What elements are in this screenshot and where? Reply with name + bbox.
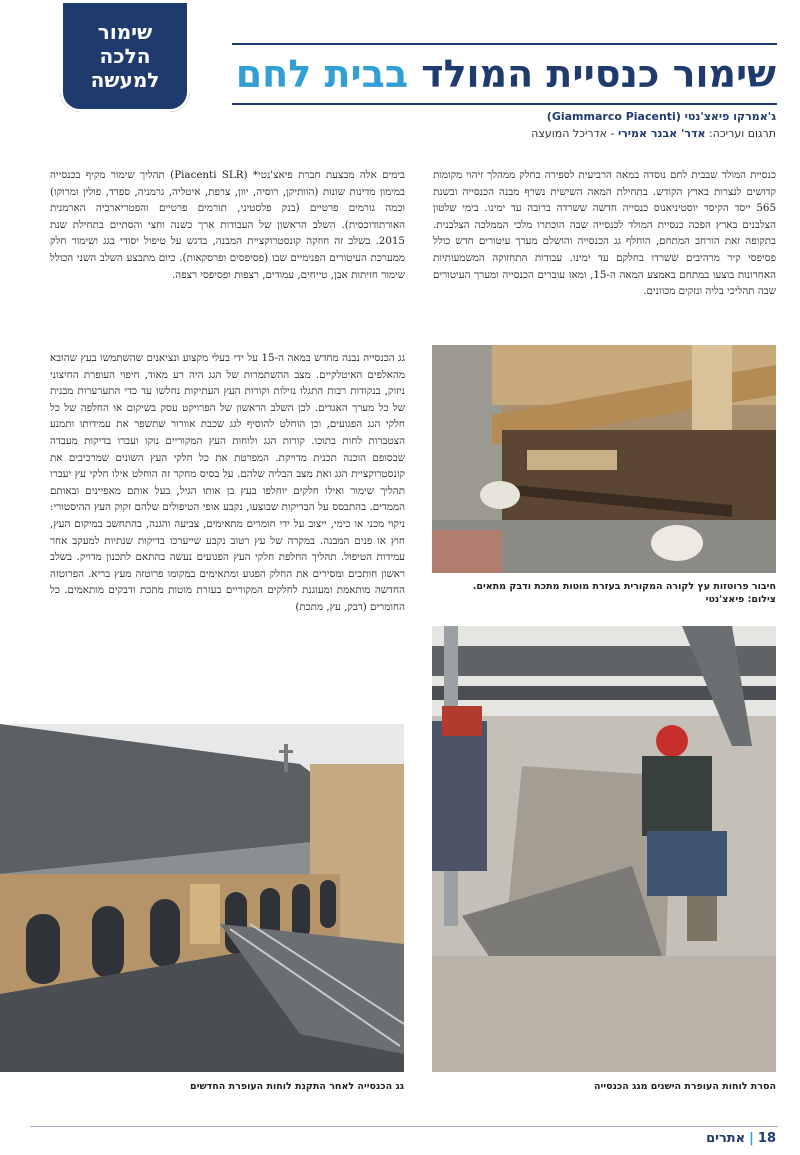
title-part-1: שימור כנסיית המולד — [408, 52, 776, 96]
caption-beam-repair-text: חיבור פרוטזות עץ לקורה המקורית בעזרת מוטות מתכת ודבק מתאים. — [472, 581, 776, 592]
paragraph-roof: גג הכנסייה נבנה מחדש במאה ה-15 על ידי בעלי מקצוע ונציאנים שהשתמשו בעץ שהובא מהאלפים האיטלקיים. מצב ההשתמרות של הגג היה רע מאוד, חיפוי העופרת החיצוני ניזוק, בנקודות רבות התגלו נזילות וקורות העץ העתיקות נחלשו עד כדי התערערות מבנית של כל מערך האגדים. לכן השלב הראשון של הפרויקט עסק בשיקום או החלפה של כל חלקי הגג הפגועים, וכן הוחלט להוסיף לגג שכבת אוורור שתשפר את עמידותו ותמנע הצטברות לחות בתוכו. קורות הגג ולוחות העץ המקוריים נוקו ועברו בדיקות מעבדה שבסופם הוכנה תכנית מדויקת. המפרטת את כל חלקי העץ השונים שמרכיבים את קונסטרוקציית הגג ואת מצב הבליה שלהם. על בסיס מחקר זה הוחלט אילו חלקי עץ יעברו תהליך שימור ואילו חלקים יוחלפו בעץ בן אותו הגיל, בעל אותם מאפיינים ובאותם הממדים. בהתבסס על הבדיקות שבוצעו, נקבע אופי הטיפולים שלהם זקוק העץ ההיסטורי: ניקוי מכני או כימי, ייצוב על ידי חומרים מתאימים, צביעה והגנה, בהתחשב במיקום העץ, חוץ או פנים המבנה. במקרה של עץ רטוב נקבע שייערכו בדיקות שנתיות למעקב אחר עמידות הטיפול. תהליך החלפת חלקי העץ הפגועים נעשה בהתאם לתכנון מדויק. בשלב ראשון חותכים ומסירים את החלק הפגוע ומתאימים במקומו פרוטזה מעץ בריא. הפרוטזה החדשה מותאמת ומעוגנת לחלקים המקוריים בעזרת מוטות מתכת ודבקים מותאמים. כל החומרים (דבק, עץ, מתכת) — [50, 352, 405, 613]
page-footer — [706, 1131, 776, 1146]
photo-beam-repair — [432, 345, 776, 573]
caption-beam-repair — [432, 580, 776, 606]
intro-column — [433, 167, 776, 337]
article-title — [231, 48, 776, 100]
lead-removal-image — [432, 626, 776, 1072]
caption-new-roof: גג הכנסייה לאחר התקנת לוחות העופרת החדשים — [190, 1081, 404, 1092]
badge-line-2: הלכה — [99, 44, 151, 68]
paragraph-project: בימים אלה מבצעת חברת פיאצ'נטי* (Piacenti SLR) תהליך שימור מקיף בכנסייה במימון מדינות שונות (הוותיקן, רוסיה, יוון, צרפת, איטליה, גרמניה, ספרד, פולין ומרוקו) וכמה גורמים פרטיים (בנק פלסטיני, תורמים פרטיים והפטריארכיה הארמנית האורתודוכסית). השלב הראשון של העבודות ארך כשנה וחצי והסתיים בתחילת שנת 2015. בשלב זה חוזקה קונסטרוקציית המבנה, בדגש על טיפול יסודי בגג ושימור חלק ממערכת העיטורים הפנימיים שבו (פסיפסים ופרסקאות). כיום מתבצע השלב השני הכולל שימור חזיתות אבן, טייחים, עמודים, רצפות ופסיפסי רצפה. — [50, 169, 405, 281]
photo-lead-removal — [432, 626, 776, 1072]
caption-lead-removal: הסרת לוחות העופרת הישנים מגג הכנסייה — [594, 1081, 776, 1092]
beam-repair-image — [432, 345, 776, 573]
caption-photo-credit: צילום: פיאצ'נטי — [705, 594, 776, 605]
translation-credit — [176, 126, 776, 142]
left-column-bottom — [50, 350, 405, 700]
title-rule-top — [232, 43, 777, 45]
badge-line-1: שימור — [97, 20, 153, 44]
translation-prefix: תרגום ועריכה: — [705, 127, 776, 140]
section-badge — [60, 0, 190, 112]
paragraph-intro: כנסיית המולד שבבית לחם נוסדה במאה הרביעית לספירה כחלק ממהלך זיהוי מקומות קדושים לנצרות בארץ הקודש. בתחילת המאה השישית נשרף מבנה הכנסייה ובשנת 565 ייסד הקיסר יוסטיניאנוס כנסייה חדשה ששרדה ברובה עד ימינו. בימי שלטון הצלבנים בארץ הפכה כנסיית המולד לכנסייה שבה הוכתרו מלכי הממלכה הצלבנית. בתקופה זאת הורחב המתחם, הוחלף גג הכנסייה והושלם מערך עיטורים חדש כולל פסיפסי קיר מרהיבים ששרדו בחלקם עד ימינו. עבודות התחזוקה המשמעותיות האחרונות בוצעו במתחם באמצע המאה ה-15, ומאז עוברים הכנסייה ומערך העיטורים שבה תהליכי בליה ונזקים מכוונים. — [433, 169, 776, 298]
left-column-top — [50, 167, 405, 344]
translation-suffix: - אדריכל המועצה — [531, 127, 618, 140]
footer-separator: | — [749, 1131, 754, 1146]
badge-line-3: למעשה — [90, 68, 160, 92]
new-roof-image — [0, 724, 404, 1072]
footer-rule — [30, 1126, 778, 1127]
page-number: 18 — [757, 1131, 776, 1146]
magazine-name: אתרים — [706, 1131, 746, 1146]
photo-new-roof — [0, 724, 404, 1072]
translator-name: אדר' אבנר אמירי — [617, 127, 706, 140]
author-byline: ג'אמרקו פיאצ'נטי (Giammarco Piacenti) — [546, 110, 776, 123]
title-part-2: בבית לחם — [235, 52, 408, 96]
title-rule-bottom — [232, 103, 777, 105]
